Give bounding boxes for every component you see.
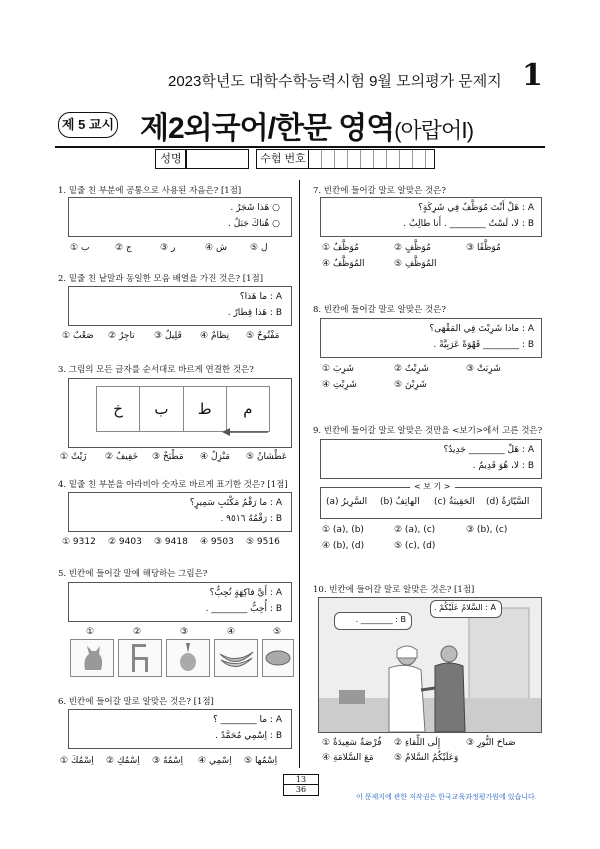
q8-opt4[interactable]: ④ شَرِبْتِ [322,380,357,390]
q2-stem: 2. 밑줄 친 낱말과 동일한 모음 배열을 가진 것은? [1점] [58,274,264,284]
q9-line1: A : هَلْ ________ جَدِيدٌ؟ [443,445,534,455]
q9-line2: B : لا، هُوَ قَدِيمٌ . [472,461,534,471]
fish-icon [263,640,293,676]
q3-letter-strip [96,386,270,432]
q10-stem: 10. 빈칸에 들어갈 말로 알맞은 것은? [1점] [313,585,475,595]
banana-icon [215,640,257,676]
copyright-notice: 이 문제지에 관한 저작권은 한국교육과정평가원에 있습니다. [356,794,537,801]
q3-opt2[interactable]: ② خَفِيفٌ [105,452,139,462]
q8-line1: A : ماذا شَرِبْتَ فِي المَقْهَى؟ [429,324,534,334]
q2-line2: B : هَذا قِطارٌ . [227,308,282,318]
header-rule [55,146,545,148]
q8-stem: 8. 빈칸에 들어갈 말로 알맞은 것은? [313,305,446,315]
q6-stem: 6. 빈칸에 들어갈 말로 알맞은 것은? [1점] [58,697,214,707]
column-divider [299,180,300,768]
q9-opt2[interactable]: ② (a), (c) [394,525,436,535]
q5-line1: A : أَيَّ فاكِهَةٍ تُحِبُّ؟ [209,588,282,598]
q6-opt2[interactable]: ② اِسْمُكِ [106,756,140,766]
subject-sub: (아랍어Ⅰ) [394,118,474,143]
q7-stem: 7. 빈칸에 들어갈 말로 알맞은 것은? [313,186,446,196]
q3-opt5[interactable]: ⑤ عَطْشانُ [246,452,288,462]
q2-opt5[interactable]: ⑤ مَفْتُوحٌ [246,331,280,341]
q4-line1: A : ما رَقْمُ مَكْتَبِ سَمِيرٍ؟ [189,498,282,508]
q9-bogi-label: < 보 기 > [410,481,455,492]
q4-opt2[interactable]: ② 9403 [108,537,142,547]
q9-stem: 9. 빈칸에 들어갈 말로 알맞은 것만을 <보기>에서 고른 것은? [313,426,543,436]
q1-line2: ○ هُناكَ جَبَلٌ . [227,219,280,229]
q3-opt1[interactable]: ① زَيْتٌ [60,452,87,462]
q4-opt1[interactable]: ① 9312 [62,537,96,547]
q3-opt3[interactable]: ③ مَطْبَخٌ [152,452,184,462]
q4-line2: B : رَقْمُهُ ٩٥١٦ . [220,514,282,524]
q9-bogi-d: (d) السَّيّارَةُ [486,497,530,507]
q7-opt1[interactable]: ① مُوَظَّفٌ [322,243,359,253]
q5-opt5[interactable]: ⑤ [273,627,282,637]
subject-main: 제2외국어/한문 영역 [140,112,395,145]
onion-icon [167,640,209,676]
q10-opt4[interactable]: ④ مَعَ السَّلامَةِ [322,753,374,763]
exam-no-field[interactable] [308,149,435,169]
cat-icon [71,640,113,676]
q5-opt2[interactable]: ② [133,627,142,637]
q1-line1: ○ هَذا شَجَرٌ . [230,203,280,213]
page-counter-top: 13 [284,775,318,785]
q3-letter-4: خ [97,387,140,431]
q6-opt4[interactable]: ④ اِسْمِي [198,756,232,766]
q1-opt5[interactable]: ⑤ ل [250,243,268,253]
q1-opt2[interactable]: ② ج [115,243,132,253]
q10-opt5[interactable]: ⑤ وَعَلَيْكُمُ السَّلامُ [394,753,459,763]
q6-opt1[interactable]: ① اِسْمُكَ [60,756,94,766]
chair-icon [119,640,161,676]
q3-arrow-icon [222,427,270,437]
q7-line1: A : هَلْ أَنْتَ مُوَظَّفٌ فِي شَرِكَةٍ؟ [418,203,534,213]
q10-opt3[interactable]: ③ صَباحَ النُّورِ [466,738,516,748]
q8-line2: B : ________ قَهْوَةً عَرَبِيَّةً . [433,340,534,350]
page-counter-bottom: 36 [295,785,307,794]
exam-no-label: 수험 번호 [256,149,310,169]
q8-opt2[interactable]: ② شَرِبْتُ [394,364,429,374]
q5-opt4[interactable]: ④ [227,627,236,637]
q8-opt1[interactable]: ① شَرِبَ [322,364,354,374]
q10-bubble-b-text: B : ________ . [355,615,406,624]
q3-opt4[interactable]: ④ مَنْزِلٌ [200,452,230,462]
q10-opt1[interactable]: ① فُرْصَةٌ سَعِيدَةٌ [322,738,382,748]
q5-opt3[interactable]: ③ [180,627,189,637]
q4-opt5[interactable]: ⑤ 9516 [246,537,280,547]
q9-bogi-a: (a) السَّرِيرُ [326,497,368,507]
q7-opt4[interactable]: ④ المُوَظَّفُ [322,259,365,269]
q4-stem: 4. 밑줄 친 부분을 아라비아 숫자로 바르게 표기한 것은? [1점] [58,480,288,490]
q5-line2: B : أُحِبُّ ________ . [205,604,282,614]
q9-opt1[interactable]: ① (a), (b) [322,525,364,535]
q5-pic-fish[interactable] [262,639,294,677]
q5-stem: 5. 빈칸에 들어갈 말에 해당하는 그림은? [58,569,208,579]
q7-line2: B : لا، لَسْتُ ________ . أَنا طالِبٌ . [403,219,534,229]
q6-line2: B : اِسْمِي مُحَمَّدٌ . [215,731,282,741]
q10-bubble-a-text: A : السَّلامُ عَلَيْكُمْ . [434,603,496,612]
q2-opt4[interactable]: ④ نِظامٌ [200,331,230,341]
q5-pic-chair[interactable] [118,639,162,677]
q7-opt2[interactable]: ② مُوَظَّفٍ [394,243,431,253]
page-counter [283,774,319,796]
q3-stem: 3. 그림의 모든 글자를 순서대로 바르게 연결한 것은? [58,365,254,375]
q5-opt1[interactable]: ① [86,627,95,637]
q9-bogi-c: (c) الحَقِيبَةُ [434,497,475,507]
exam-title: 2023학년도 대학수학능력시험 9월 모의평가 문제지 [168,73,502,90]
q8-opt5[interactable]: ⑤ شَرِبْنَ [394,380,427,390]
q9-opt5[interactable]: ⑤ (c), (d) [394,541,436,551]
q2-opt2[interactable]: ② تاجِرٌ [108,331,135,341]
q9-opt4[interactable]: ④ (b), (d) [322,541,365,551]
q2-opt1[interactable]: ① صَعْبٌ [62,331,94,341]
q5-pic-onion[interactable] [166,639,210,677]
q5-pic-banana[interactable] [214,639,258,677]
q3-letter-3: ب [140,387,183,431]
page-number: 1 [522,58,543,93]
q2-opt3[interactable]: ③ قَلِيلٌ [154,331,182,341]
q6-opt3[interactable]: ③ اِسْمُهُ [152,756,184,766]
period-badge: 제 5 교시 [58,112,118,138]
q2-line1: A : ما هَذا؟ [239,292,282,302]
q6-line1: A : ما ________ ؟ [213,715,282,725]
q10-opt2[interactable]: ② إِلَى اللِّقاءِ [394,738,441,748]
q7-opt3[interactable]: ③ مُوَظَّفًا [466,243,501,253]
q7-opt5[interactable]: ⑤ المُوَظَّفِ [394,259,437,269]
q4-opt3[interactable]: ③ 9418 [154,537,188,547]
name-label: 성명 [155,149,187,169]
q9-opt3[interactable]: ③ (b), (c) [466,525,508,535]
q4-opt4[interactable]: ④ 9503 [200,537,234,547]
q3-letter-2: ط [184,387,227,431]
q1-opt4[interactable]: ④ ش [205,243,227,253]
q6-opt5[interactable]: ⑤ اِسْمُها [244,756,278,766]
subject-title [140,103,473,147]
q1-opt1[interactable]: ① ب [70,243,90,253]
q5-pic-cat[interactable] [70,639,114,677]
q3-letter-1: م [243,400,253,418]
q1-stem: 1. 밑줄 친 부분에 공통으로 사용된 자음은? [1점] [58,186,242,196]
q9-bogi-b: (b) الهاتِفُ [380,497,420,507]
q8-opt3[interactable]: ③ شَرِبَتْ [466,364,501,374]
q1-opt3[interactable]: ③ ر [160,243,176,253]
name-field[interactable] [185,149,249,169]
